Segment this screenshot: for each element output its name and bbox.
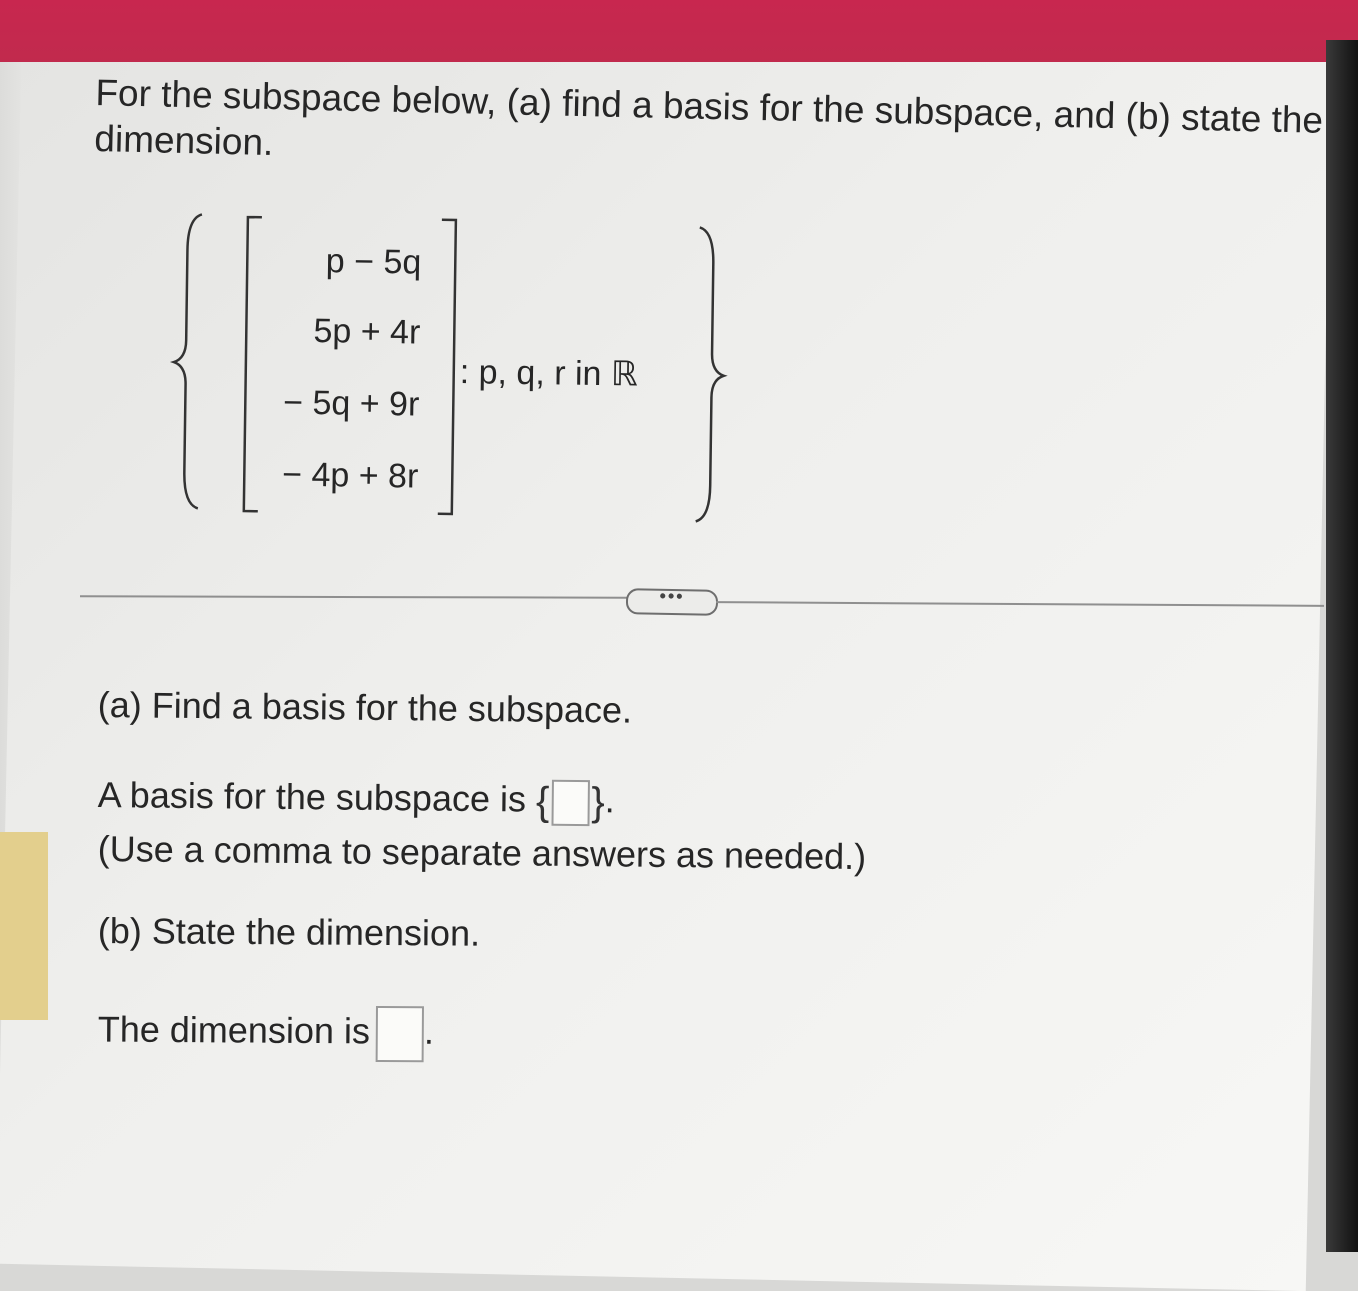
close-brace: } <box>591 780 605 825</box>
dimension-prompt-label: The dimension is <box>97 1008 371 1052</box>
set-qualifier: : p, q, r in ℝ <box>459 353 639 394</box>
basis-period: . <box>604 779 615 821</box>
part-b-heading: (b) State the dimension. <box>97 910 481 954</box>
subspace-set <box>166 210 750 528</box>
open-brace: { <box>535 779 550 824</box>
dimension-period: . <box>423 1010 435 1052</box>
vector-entry-1: p − 5q <box>325 242 422 282</box>
vector-entry-2: 5p + 4r <box>313 312 421 352</box>
more-button[interactable]: ••• <box>626 588 718 616</box>
question-text: For the subspace below, (a) find a basis for the subspace, and (b) state the dimension. <box>93 71 1324 164</box>
basis-answer-group <box>536 779 605 826</box>
right-bezel <box>1326 40 1358 1252</box>
vector-entry-4: − 4p + 8r <box>281 455 419 496</box>
side-yellow-tab <box>0 832 48 1020</box>
basis-answer-input[interactable] <box>551 779 589 825</box>
basis-prompt-row <box>98 774 615 826</box>
vector-entry-3: − 5q + 9r <box>282 383 420 424</box>
basis-hint: (Use a comma to separate answers as needed.) <box>97 828 867 878</box>
dimension-answer-input[interactable] <box>376 1006 424 1062</box>
dimension-prompt-row <box>98 1004 435 1062</box>
basis-prompt-label: A basis for the subspace is <box>97 774 527 820</box>
right-matrix-bracket <box>434 218 462 518</box>
top-header-strip <box>0 0 1358 62</box>
left-curly-brace <box>166 210 210 511</box>
part-a-heading: (a) Find a basis for the subspace. <box>97 684 633 731</box>
left-matrix-bracket <box>238 215 266 515</box>
right-curly-brace <box>688 223 732 524</box>
